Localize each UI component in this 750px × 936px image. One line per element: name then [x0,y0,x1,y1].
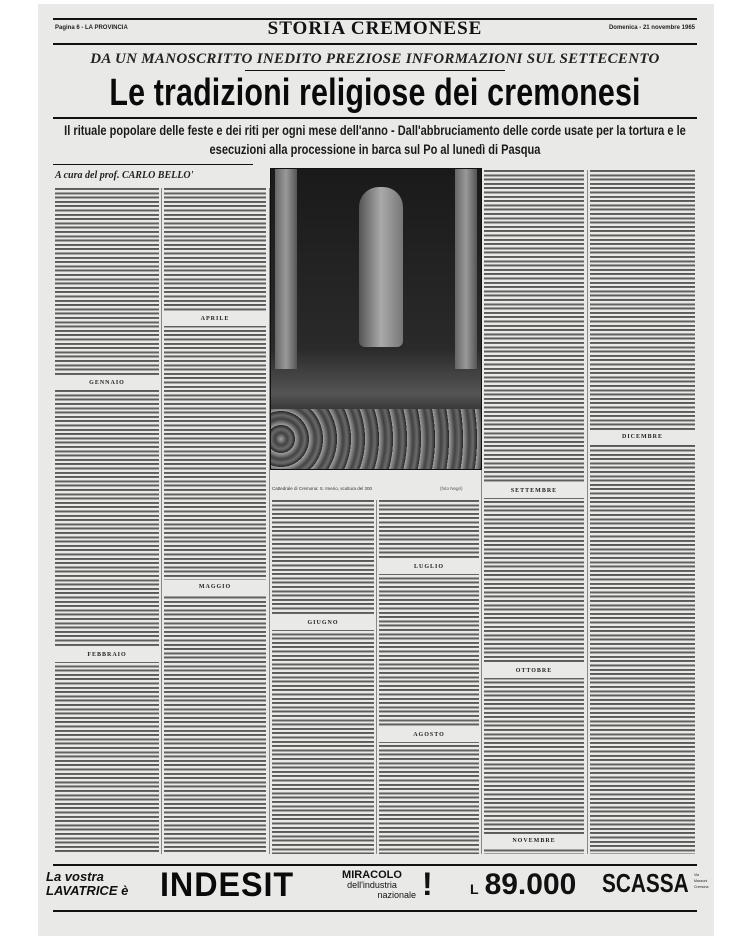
text-column-5 [484,170,584,854]
ad-price [470,868,576,902]
ad-lead-line1: La vostra [46,869,104,884]
text-column-6 [590,170,695,854]
month-heading: DICEMBRE [590,430,695,444]
issue-date: Domenica - 21 novembre 1965 [608,25,695,31]
headline-rule [53,117,697,119]
masthead-rule [53,43,697,45]
pillar [275,169,297,369]
column-divider [161,188,162,854]
page-label: Pagina 6 - LA PROVINCIA [55,25,128,31]
ad-currency: L [470,881,479,897]
ad-top-rule [53,864,697,866]
month-heading: FEBBRAIO [55,648,159,662]
month-heading: LUGLIO [379,560,479,574]
subheadline: Il rituale popolare delle feste e dei riti per ogni mese dell'anno - Dall'abbruciamento delle corde usate per la tortura e le esecuzioni alla processione in barca sul Po al lunedì di Pasqua [64,123,686,157]
ad-price-value: 89.000 [484,868,577,901]
month-heading: APRILE [164,312,266,326]
ad-tagline-3: nazionale [377,890,416,900]
headline: Le tradizioni religiose dei cremonesi [109,72,641,114]
photo-credit: (foto Negri) [440,486,463,491]
month-heading: GENNAIO [55,376,159,390]
statue-photo [270,168,482,470]
ad-tagline-2: dell'industria [347,880,397,890]
kicker-rule [245,70,505,71]
column-divider [587,170,588,854]
kicker: DA UN MANOSCRITTO INEDITO PREZIOSE INFORMAZIONI SUL SETTECENTO [90,51,660,67]
ad-exclamation: ! [422,866,433,902]
section-title: STORIA CREMONESE [267,18,483,39]
month-heading: GIUGNO [272,616,374,630]
month-heading: NOVEMBRE [484,834,584,848]
sculpted-frieze [271,409,481,469]
ad-brand: INDESIT [160,866,295,904]
month-heading: SETTEMBRE [484,484,584,498]
ad-tagline-1: MIRACOLO [342,869,402,881]
text-column-4 [379,500,479,854]
column-divider [376,500,377,854]
ad-lead-line2: LAVATRICE è [46,883,129,898]
statue-figure [359,187,403,347]
month-heading: AGOSTO [379,728,479,742]
text-column-2 [164,188,266,854]
month-heading: OTTOBRE [484,664,584,678]
pillar [455,169,477,369]
text-column-3 [272,500,374,854]
text-column-1 [55,188,159,854]
photo-caption: Cattedrale di Cremona: S. Imerio, scultura del 300 [272,486,373,491]
byline-rule [53,164,253,165]
byline: A cura del prof. CARLO BELLO' [55,170,194,181]
ad-lead [46,870,128,898]
month-heading: MAGGIO [164,580,266,594]
ad-dealer: SCASSA [602,868,689,898]
ad-bottom-rule [53,910,697,912]
ad-dealer-address: Via Manzoni Cremona [694,873,709,889]
ad-tagline [328,870,416,900]
